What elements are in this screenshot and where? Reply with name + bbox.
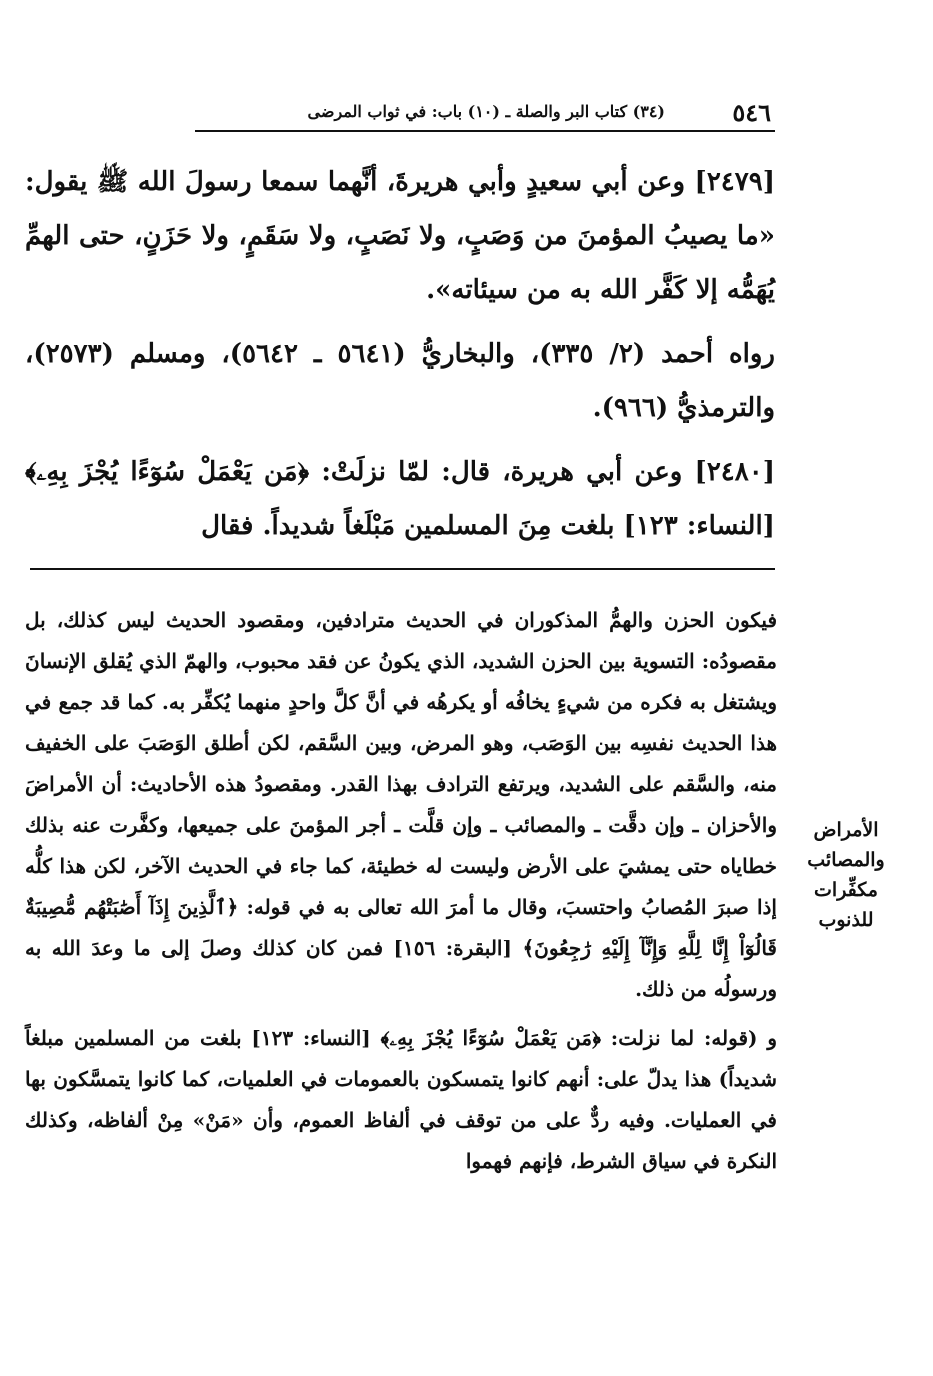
- page-header: [195, 96, 775, 134]
- page-number: ٥٤٦: [732, 98, 771, 127]
- marginal-note-line: الأمراض: [813, 819, 879, 841]
- commentary: [25, 600, 777, 1190]
- hadith-text: وعن أبي هريرة، قال: لمّا نزلَتْ: ﴿مَن يَعْمَلْ سُوٓءًا يُجْزَ بِهِۦ﴾ [النساء: ١٢٣] بلغت مِنَ المسلمين مَبْلَغاً شديداً. فقال: [25, 457, 775, 541]
- marginal-note: [790, 815, 902, 935]
- hadith-2480: [25, 445, 775, 553]
- marginal-note-line: والمصائب: [807, 849, 885, 871]
- commentary-divider: [30, 568, 775, 570]
- commentary-paragraph: فيكون الحزن والهمُّ المذكوران في الحديث مترادفين، ومقصود الحديث ليس كذلك، بل مقصودُه: التسوية بين الحزن الشديد، الذي يكونُ عن فقد محبوب، والهمّ الذي يُقلق الإنسانَ ويشتغل به فكره من شيءٍ يخافُه أو يكرهُه في أنَّ كلَّ واحدٍ منهما يُكفِّر به. كما قد جمع في هذا الحديث نفسِه بين الوَصَب، وهو المرض، وبين السَّقم، لكن أطلق الوَصَبَ على الخفيف منه، والسَّقم على الشديد، ويرتفع الترادف بهذا القدر. ومقصودُ هذه الأحاديث: أن الأمراضَ والأحزان ـ وإن دقَّت ـ والمصائب ـ وإن قلَّت ـ أجر المؤمنَ على جميعها، وكفَّرت عنه بذلك خطاياه حتى يمشيَ على الأرض وليست له خطيئة، كما جاء في الحديث الآخر، لكن هذا كلُّه إذا صبرَ المُصابُ واحتسبَ، وقال ما أمرَ الله تعالى به في قوله: ﴿ٱلَّذِينَ إِذَآ أَصَٰبَتْهُم مُّصِيبَةٌ قَالُوٓاْ إِنَّا لِلَّهِ وَإِنَّآ إِلَيْهِ رَٰجِعُونَ﴾ [البقرة: ١٥٦] فمن كان كذلك وصلَ إلى ما وعدَ الله به ورسولُه من ذلك.: [25, 608, 777, 1001]
- header-rule: [195, 130, 775, 132]
- commentary-paragraph: و (قوله: لما نزلت: ﴿مَن يَعْمَلْ سُوٓءًا يُجْزَ بِهِۦ﴾ [النساء: ١٢٣] بلغت من المسلمين مبلغاً شديداً) هذا يدلّ على: أنهم كانوا يتمسكون بالعمومات في العلميات، كما كانوا يتمسَّكون بها في العمليات. وفيه ردٌّ على من توقف في ألفاظ العموم، وأن «مَنْ» مِنْ ألفاظه، وكذلك النكرة في سياق الشرط، فإنهم فهموا: [25, 1026, 777, 1173]
- hadith-text: وعن أبي سعيدٍ وأبي هريرةَ، أنَّهما سمعا رسولَ الله ﷺ يقول: «ما يصيبُ المؤمنَ من وَصَبٍ، ولا نَصَبٍ، ولا سَقَمٍ، ولا حَزَنٍ، حتى الهمِّ يُهَمُّه إلا كَفَّر الله به من سيئاته».: [25, 167, 775, 305]
- takhrij: رواه أحمد (٢/ ٣٣٥)، والبخاريُّ (٥٦٤١ ـ ٥٦٤٢)، ومسلم (٢٥٧٣)، والترمذيُّ (٩٦٦).: [25, 339, 775, 423]
- marginal-note-line: مكفِّرات: [814, 879, 878, 901]
- hadith-number: [٢٤٧٩]: [694, 167, 775, 197]
- running-title: (٣٤) كتاب البر والصلة ـ (١٠) باب: في ثواب المرضى: [307, 102, 665, 121]
- marginal-note-line: للذنوب: [818, 909, 874, 931]
- main-text: [25, 155, 775, 563]
- hadith-number: [٢٤٨٠]: [694, 457, 775, 487]
- hadith-2479: [25, 155, 775, 317]
